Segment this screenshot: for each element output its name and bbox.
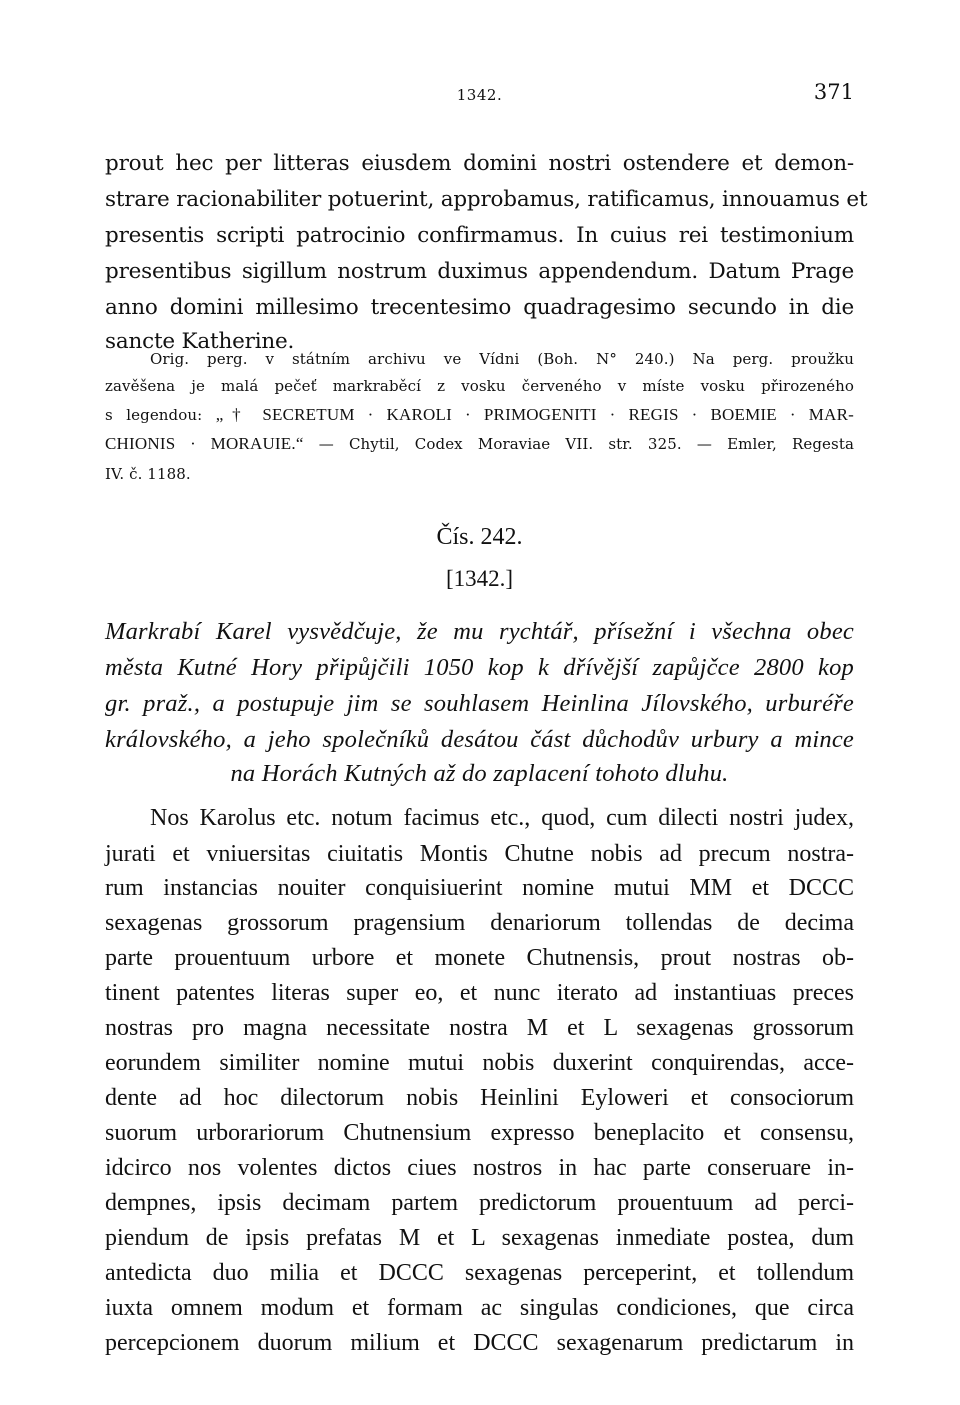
body-line: nostras pro magna necessitate nostra M et L sexagenas grossorum: [105, 1015, 854, 1041]
body-line: rum instancias nouiter conquisiuerint nomine mutui MM et DCCC: [105, 875, 854, 901]
document-date: [1342.]: [445, 566, 514, 591]
body-line: sexagenas grossorum pragensium denariorum tollendas de decima: [105, 910, 854, 936]
body-line: suorum urborariorum Chutnensium expresso beneplacito et consensu,: [105, 1120, 854, 1146]
header-year: 1342.: [456, 86, 503, 104]
note-line: Orig. perg. v státním archivu ve Vídni (Boh. N° 240.) Na perg. proužku: [150, 350, 854, 368]
regest-line: města Kutné Hory připůjčili 1050 kop k dřívější zapůjčce 2800 kop: [105, 654, 854, 681]
body-line: iuxta omnem modum et formam ac singulas condiciones, que circa: [105, 1295, 854, 1321]
running-header: [105, 80, 854, 110]
body-line: tinent patentes literas super eo, et nunc iterato ad instantiuas preces: [105, 980, 854, 1006]
body-line: antedicta duo milia et DCCC sexagenas perceperint, et tollendum: [105, 1260, 854, 1286]
body-line: idcirco nos volentes dictos ciues nostros in hac parte conseruare in-: [105, 1155, 854, 1181]
note-line: [105, 402, 854, 428]
seal-legend-end: CHIONIS · MORAUIE.“: [105, 434, 304, 453]
body-line: jurati et vniuersitas ciuitatis Montis Chutne nobis ad precum nostra-: [105, 841, 854, 867]
regest-line: královského, a jeho společníků desátou část důchodův urbury a mince: [105, 726, 854, 753]
body-line: eorundem similiter nomine mutui nobis duxerint conquirendas, acce-: [105, 1050, 854, 1076]
regest-line: Markrabí Karel vysvědčuje, že mu rychtář, přísežní i všechna obec: [105, 618, 854, 645]
text-line: anno domini millesimo trecentesimo quadragesimo secundo in die: [105, 295, 854, 320]
note-line: IV. č. 1188.: [105, 465, 191, 483]
regest-line: na Horách Kutných až do zaplacení tohoto dluhu.: [230, 760, 729, 787]
body-line: percepcionem duorum milium et DCCC sexagenarum predictarum in: [105, 1330, 854, 1356]
document-number: Čís. 242.: [436, 524, 523, 550]
seal-legend: „† SECRETUM · KAROLI · PRIMOGENITI · REGIS · BOEMIE · MAR-: [215, 405, 854, 424]
regest-line: gr. praž., a postupuje jim se souhlasem Heinlina Jílovského, urburéře: [105, 690, 854, 717]
text-line: sancte Katherine.: [105, 329, 295, 354]
text-line: presentibus sigillum nostrum duximus appendendum. Datum Prage: [105, 259, 854, 284]
text-line: strare racionabiliter potuerint, approbamus, ratificamus, innouamus et: [105, 187, 868, 212]
note-citation: — Chytil, Codex Moraviae VII. str. 325. — Emler, Regesta: [303, 435, 854, 453]
body-line: parte prouentuum urbore et monete Chutnensis, prout nostras ob-: [105, 945, 854, 971]
body-line: piendum de ipsis prefatas M et L sexagenas inmediate postea, dum: [105, 1225, 854, 1251]
text-line: presentis scripti patrocinio confirmamus. In cuius rei testimonium: [105, 223, 854, 248]
body-line: dente ad hoc dilectorum nobis Heinlini Eyloweri et consociorum: [105, 1085, 854, 1111]
page-number: 371: [813, 80, 854, 104]
text-line: prout hec per litteras eiusdem domini nostri ostendere et demon-: [105, 151, 854, 176]
note-line: zavěšena je malá pečeť markraběcí z vosku červeného v míste vosku přirozeného: [105, 377, 854, 395]
note-line: [105, 431, 854, 457]
body-line: dempnes, ipsis decimam partem predictorum prouentuum ad perci-: [105, 1190, 854, 1216]
body-line: Nos Karolus etc. notum facimus etc., quod, cum dilecti nostri judex,: [150, 805, 854, 831]
note-prefix: s legendou:: [105, 406, 216, 424]
